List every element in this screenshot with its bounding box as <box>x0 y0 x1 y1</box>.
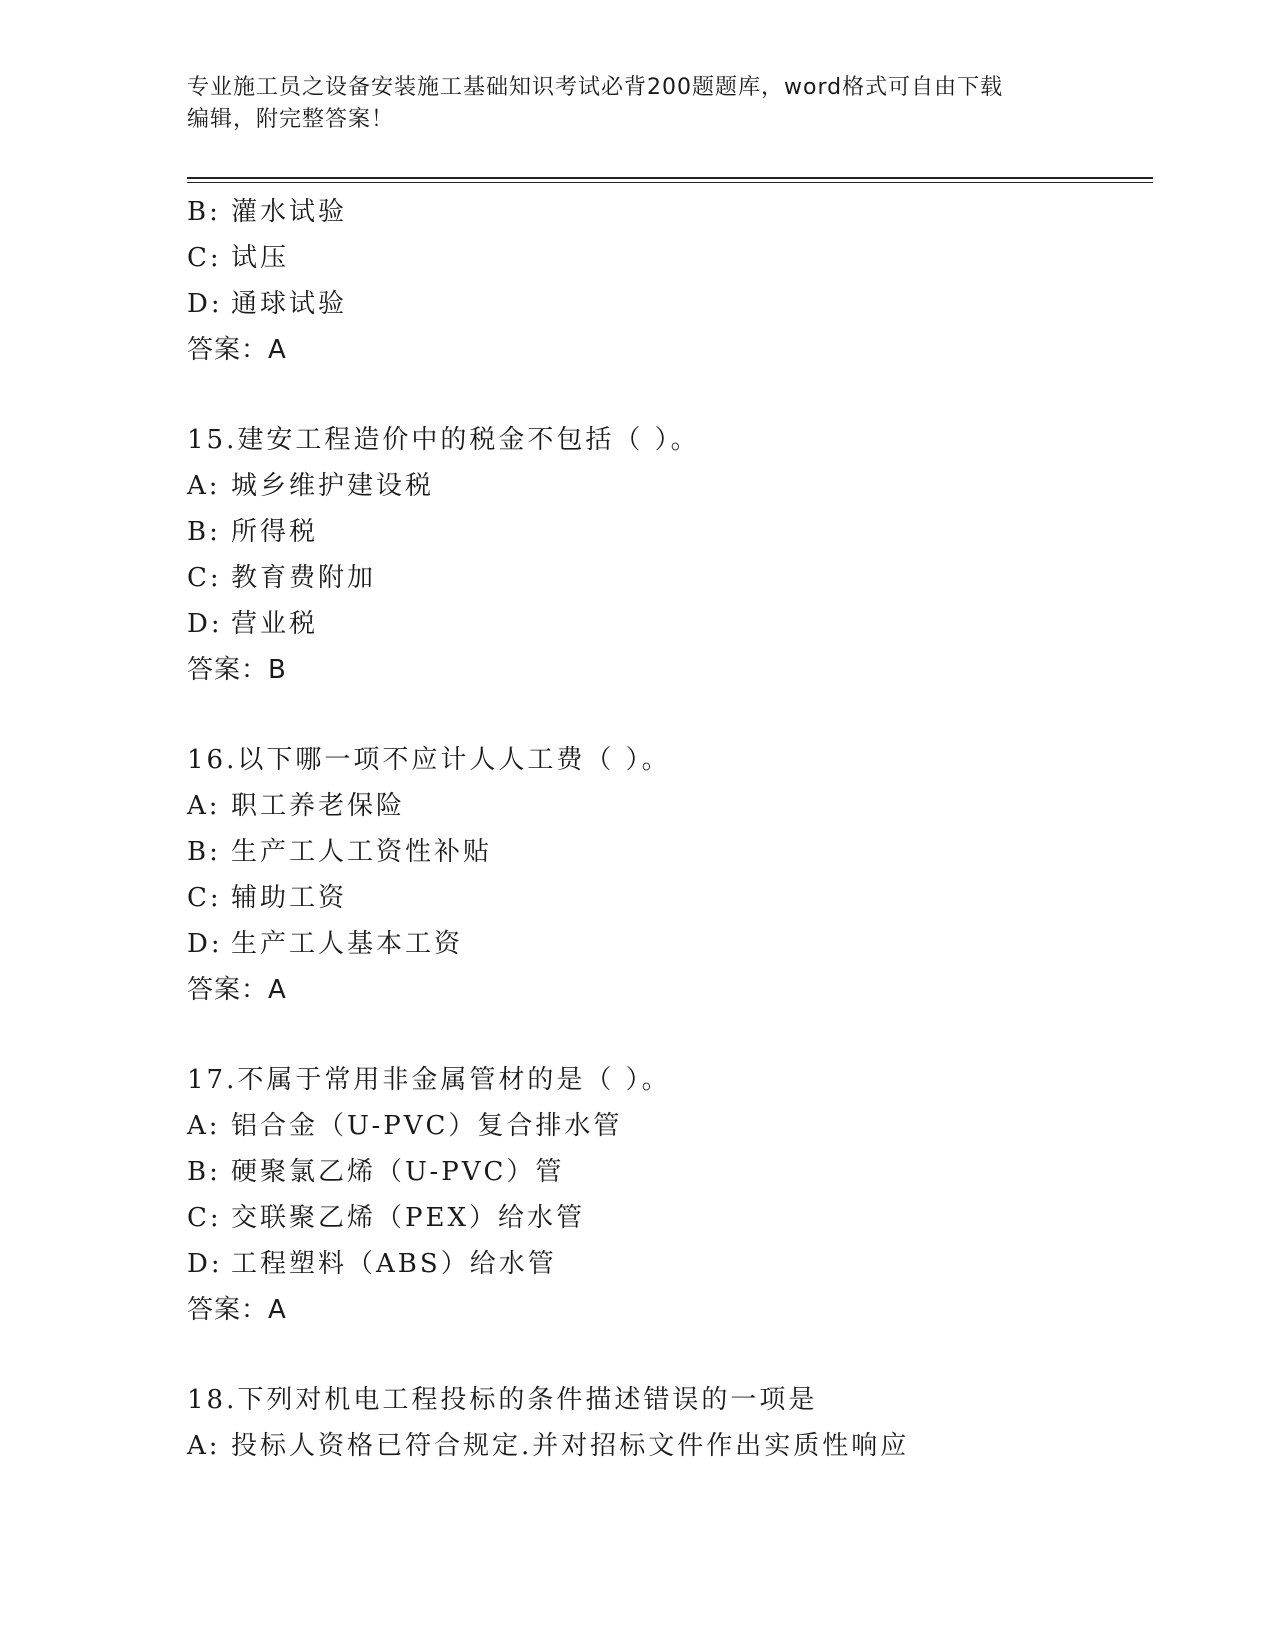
header-line-2: 编辑，附完整答案！ <box>187 107 395 132</box>
answer-line: 答案：B <box>187 655 287 685</box>
option-text: 硬聚氯乙烯（U-PVC）管 <box>231 1157 565 1187</box>
option-letter: D: <box>187 929 223 959</box>
option-d <box>187 1241 1153 1287</box>
option-text: 城乡维护建设税 <box>231 471 435 501</box>
option-letter: C: <box>187 1203 222 1233</box>
option-text: 生产工人基本工资 <box>231 929 464 959</box>
option-a <box>187 1423 1153 1469</box>
question-list <box>187 189 1153 1469</box>
option-text: 营业税 <box>231 609 319 639</box>
option-text: 职工养老保险 <box>231 791 406 821</box>
option-c <box>187 555 1153 601</box>
option-letter: C: <box>187 883 222 913</box>
option-text: 工程塑料（ABS）给水管 <box>231 1249 557 1279</box>
option-letter: D: <box>187 609 223 639</box>
option-letter: C: <box>187 563 222 593</box>
option-letter: D: <box>187 289 223 319</box>
option-letter: C: <box>187 243 222 273</box>
option-letter: B: <box>187 197 221 227</box>
option-text: 铝合金（U-PVC）复合排水管 <box>231 1111 623 1141</box>
option-b <box>187 1149 1153 1195</box>
option-letter: B: <box>187 837 221 867</box>
option-b <box>187 829 1153 875</box>
option-text: 生产工人工资性补贴 <box>231 837 493 867</box>
option-letter: A: <box>187 791 221 821</box>
question-title: 17.不属于常用非金属管材的是（ ）。 <box>187 1065 671 1095</box>
option-d <box>187 281 1153 327</box>
option-c <box>187 235 1153 281</box>
option-text: 辅助工资 <box>231 883 348 913</box>
option-text: 灌水试验 <box>231 197 348 227</box>
option-text: 通球试验 <box>231 289 348 319</box>
option-letter: A: <box>187 1111 221 1141</box>
answer-line: 答案：A <box>187 1295 287 1325</box>
option-text: 交联聚乙烯（PEX）给水管 <box>231 1203 585 1233</box>
option-d <box>187 601 1153 647</box>
option-letter: D: <box>187 1249 223 1279</box>
option-c <box>187 1195 1153 1241</box>
option-c <box>187 875 1153 921</box>
option-b <box>187 189 1153 235</box>
header-line-1: 专业施工员之设备安装施工基础知识考试必背200题题库，word格式可自由下载 <box>187 75 1004 100</box>
answer-line: 答案：A <box>187 975 287 1005</box>
document-header <box>187 72 1067 136</box>
option-a <box>187 783 1153 829</box>
option-text: 教育费附加 <box>231 563 377 593</box>
option-d <box>187 921 1153 967</box>
question-title: 15.建安工程造价中的税金不包括（ ）。 <box>187 425 700 455</box>
question-title: 16.以下哪一项不应计人人工费（ ）。 <box>187 745 671 775</box>
header-divider <box>187 177 1153 179</box>
question-title: 18.下列对机电工程投标的条件描述错误的一项是 <box>187 1385 818 1415</box>
option-letter: B: <box>187 1157 221 1187</box>
option-text: 所得税 <box>231 517 319 547</box>
header-divider-thin <box>187 182 1153 183</box>
option-a <box>187 463 1153 509</box>
option-b <box>187 509 1153 555</box>
option-letter: A: <box>187 1431 221 1461</box>
option-text: 投标人资格已符合规定.并对招标文件作出实质性响应 <box>231 1431 910 1461</box>
option-letter: B: <box>187 517 221 547</box>
answer-line: 答案：A <box>187 335 287 365</box>
option-text: 试压 <box>231 243 290 273</box>
option-letter: A: <box>187 471 221 501</box>
option-a <box>187 1103 1153 1149</box>
